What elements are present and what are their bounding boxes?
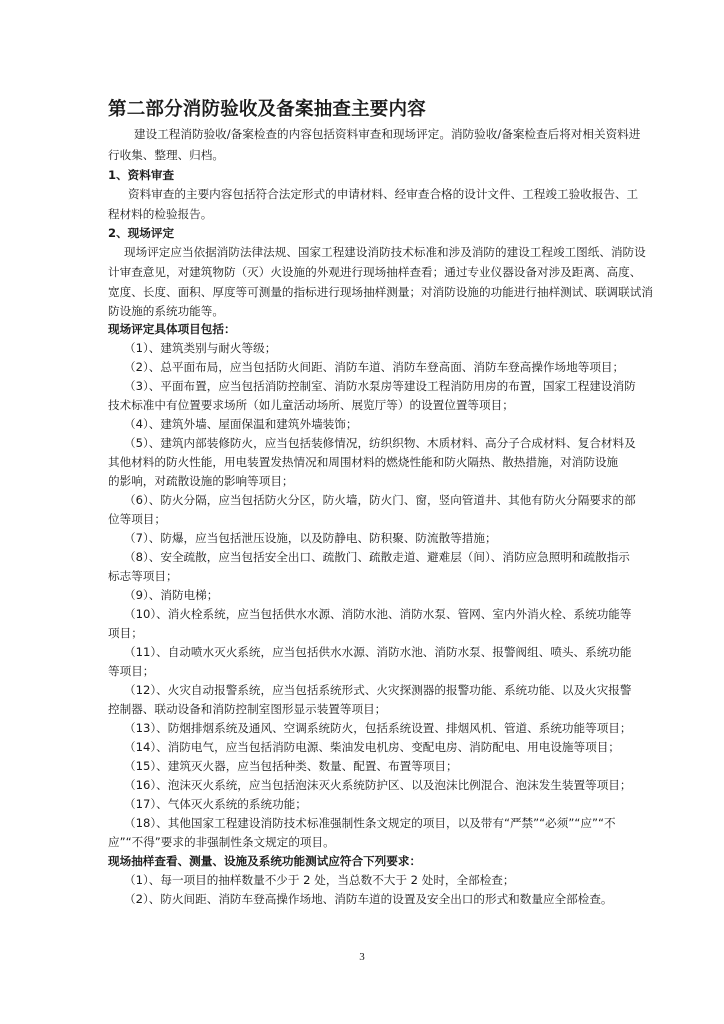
list-item: （2）、总平面布局，应当包括防火间距、消防车道、消防车登高面、消防车登高操作场地等项目； [124,360,625,374]
section-2-line-4: 防设施的系统功能等。 [108,304,224,318]
list-item: 应”“不得”要求的非强制性条文规定的项目。 [108,835,335,849]
list-item: （6）、防火分隔，应当包括防火分区，防火墙，防火门、窗，竖向管道井、其他有防火分隔要求的部 [124,493,636,507]
list-item: 位等项目； [108,512,166,526]
list-item: （1）、建筑类别与耐火等级； [124,341,277,355]
list-item: （3）、平面布置，应当包括消防控制室、消防水泵房等建设工程消防用房的布置，国家工程建设消防 [124,379,636,393]
list-item: 项目； [108,626,143,640]
list-item: （12）、火灾自动报警系统，应当包括系统形式、火灾探测器的报警功能、系统功能、以及火灾报警 [124,683,632,697]
list-item: （5）、建筑内部装修防火，应当包括装修情况，纺织织物、木质材料、高分子合成材料、复合材料及 [124,436,636,450]
intro-line-1: 建设工程消防验收/备案检查的内容包括资料审查和现场评定。消防验收/备案检查后将对相关资料进 [134,127,641,141]
list-item: 控制器、联动设备和消防控制室图形显示装置等项目； [108,702,387,716]
section-2-line-3: 宽度、长度、面积、厚度等可测量的指标进行现场抽样测量；对消防设施的功能进行抽样测试、联调联试消 [108,285,653,299]
list-item: （7）、防爆，应当包括泄压设施，以及防静电、防积聚、防流散等措施； [124,531,497,545]
list-item: （4）、建筑外墙、屋面保温和建筑外墙装饰； [124,417,358,431]
list-item: 的影响，对疏散设施的影响等项目； [108,474,294,488]
list-item: （16）、泡沫灭火系统，应当包括泡沫灭火系统防护区、以及泡沫比例混合、泡沫发生装置等项目； [124,778,632,792]
intro-line-2: 行收集、整理、归档。 [108,148,224,162]
list-item: （13）、防烟排烟系统及通风、空调系统防火，包括系统设置、排烟风机、管道、系统功能等项目； [124,721,632,735]
requirements-heading: 现场抽样查看、测量、设施及系统功能测试应符合下列要求： [108,854,422,868]
list-item: 其他材料的防火性能，用电装置发热情况和周围材料的燃烧性能和防火隔热、散热措施，对消防设施 [108,455,619,469]
list-item: 技术标准中有位置要求场所（如儿童活动场所、展览厅等）的设置位置等项目； [108,398,514,412]
list-item: （15）、建筑灭火器，应当包括种类、数量、配置、布置等项目； [124,759,458,773]
section-1-heading: 1、资料审查 [108,168,175,182]
list-item: （2）、防火间距、消防车登高操作场地、消防车道的设置及安全出口的形式和数量应全部检查。 [124,892,613,906]
section-2-heading: 2、现场评定 [108,226,175,240]
list-item: （10）、消火栓系统，应当包括供水水源、消防水池、消防水泵、管网、室内外消火栓、系统功能等 [124,607,632,621]
page-title: 第二部分消防验收及备案抽查主要内容 [108,99,426,120]
list-item: （11）、自动喷水灭火系统，应当包括供水水源、消防水池、消防水泵、报警阀组、喷头、系统功能 [124,645,632,659]
list-item: 等项目； [108,664,155,678]
section-1-line-1: 资料审查的主要内容包括符合法定形式的申请材料、经审查合格的设计文件、工程竣工验收报告、工 [128,187,639,201]
list-item: （1）、每一项目的抽样数量不少于 2 处，当总数不大于 2 处时，全部检查； [124,873,515,887]
page-number: 3 [359,951,365,963]
list-item: （17）、气体灭火系统的系统功能； [124,797,307,811]
section-2-line-2: 计审查意见，对建筑物防（灭）火设施的外观进行现场抽样查看；通过专业仪器设备对涉及距离、高度、 [108,265,642,279]
list-item: （8）、安全疏散，应当包括安全出口、疏散门、疏散走道、避难层（间）、消防应急照明和疏散指示 [124,550,630,564]
list-item: 标志等项目； [108,569,178,583]
list-item: （9）、消防电梯； [124,588,219,602]
list-item: （14）、消防电气，应当包括消防电源、柴油发电机房、变配电房、消防配电、用电设施等项目； [124,740,620,754]
items-heading: 现场评定具体项目包括： [108,322,236,336]
section-1-line-2: 程材料的检验报告。 [108,207,213,221]
list-item: （18）、其他国家工程建设消防技术标准强制性条文规定的项目，以及带有“严禁”“必须”“应”“不 [124,816,616,830]
section-2-line-1: 现场评定应当依据消防法律法规、国家工程建设消防技术标准和涉及消防的建设工程竣工图纸、消防设 [124,245,646,259]
